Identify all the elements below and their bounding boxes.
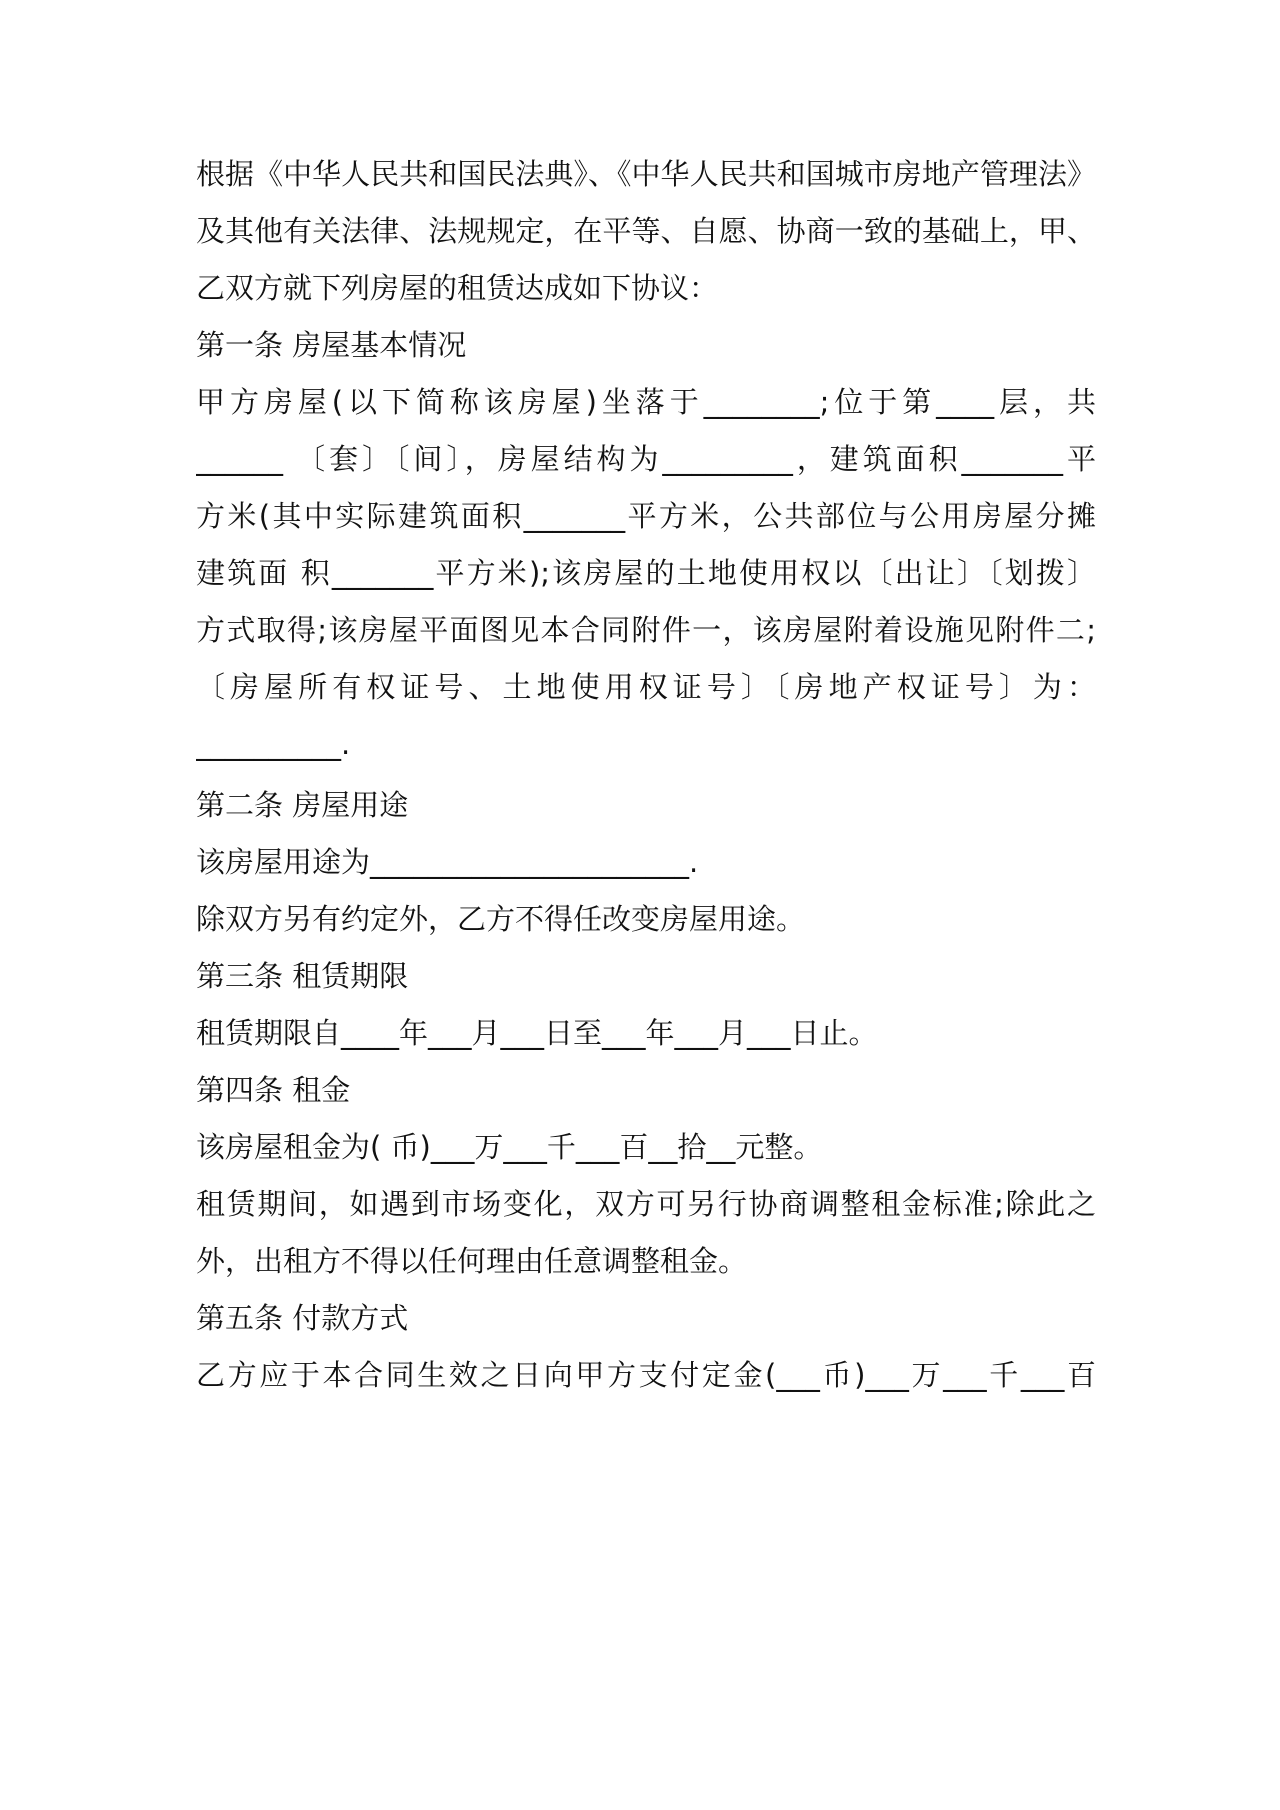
section-heading-3: 第三条 租赁期限 (196, 959, 409, 993)
paragraph-line: 方米(其中实际建筑面积_______平方米，公共部位与公用房屋分摊 (196, 499, 1096, 533)
paragraph-line: 根据《中华人民共和国民法典》、《中华人民共和国城市房地产管理法》 (196, 157, 1096, 191)
paragraph-line: __________. (196, 727, 351, 761)
paragraph-line: 外，出租方不得以任何理由任意调整租金。 (196, 1244, 748, 1278)
paragraph-line: 方式取得;该房屋平面图见本合同附件一，该房屋附着设施见附件二; (196, 613, 1096, 647)
section-heading-4: 第四条 租金 (196, 1073, 351, 1107)
paragraph-line: 除双方另有约定外，乙方不得任改变房屋用途。 (196, 902, 806, 936)
paragraph-line: 建筑面 积_______平方米);该房屋的土地使用权以〔出让〕〔划拨〕 (196, 556, 1096, 590)
paragraph-line: 甲方房屋(以下简称该房屋)坐落于________;位于第____层，共 (196, 385, 1096, 419)
section-heading-5: 第五条 付款方式 (196, 1301, 409, 1335)
section-heading-1: 第一条 房屋基本情况 (196, 328, 467, 362)
paragraph-line: 乙双方就下列房屋的租赁达成如下协议： (196, 271, 719, 305)
paragraph-line: 租赁期间，如遇到市场变化，双方可另行协商调整租金标准;除此之 (196, 1187, 1096, 1221)
section-heading-2: 第二条 房屋用途 (196, 788, 409, 822)
paragraph-line: 该房屋用途为______________________. (196, 845, 699, 879)
paragraph-line: 〔房屋所有权证号、土地使用权证号〕〔房地产权证号〕为： (196, 670, 1096, 704)
paragraph-line: 乙方应于本合同生效之日向甲方支付定金(___币)___万___千___百 (196, 1358, 1096, 1392)
paragraph-line: 该房屋租金为( 币)___万___千___百__拾__元整。 (196, 1130, 823, 1164)
paragraph-line: ______ 〔套〕〔间〕，房屋结构为_________，建筑面积_______平 (196, 442, 1096, 476)
paragraph-line: 及其他有关法律、法规规定，在平等、自愿、协商一致的基础上，甲、 (196, 214, 1096, 248)
paragraph-line: 租赁期限自____年___月___日至___年___月___日止。 (196, 1016, 878, 1050)
